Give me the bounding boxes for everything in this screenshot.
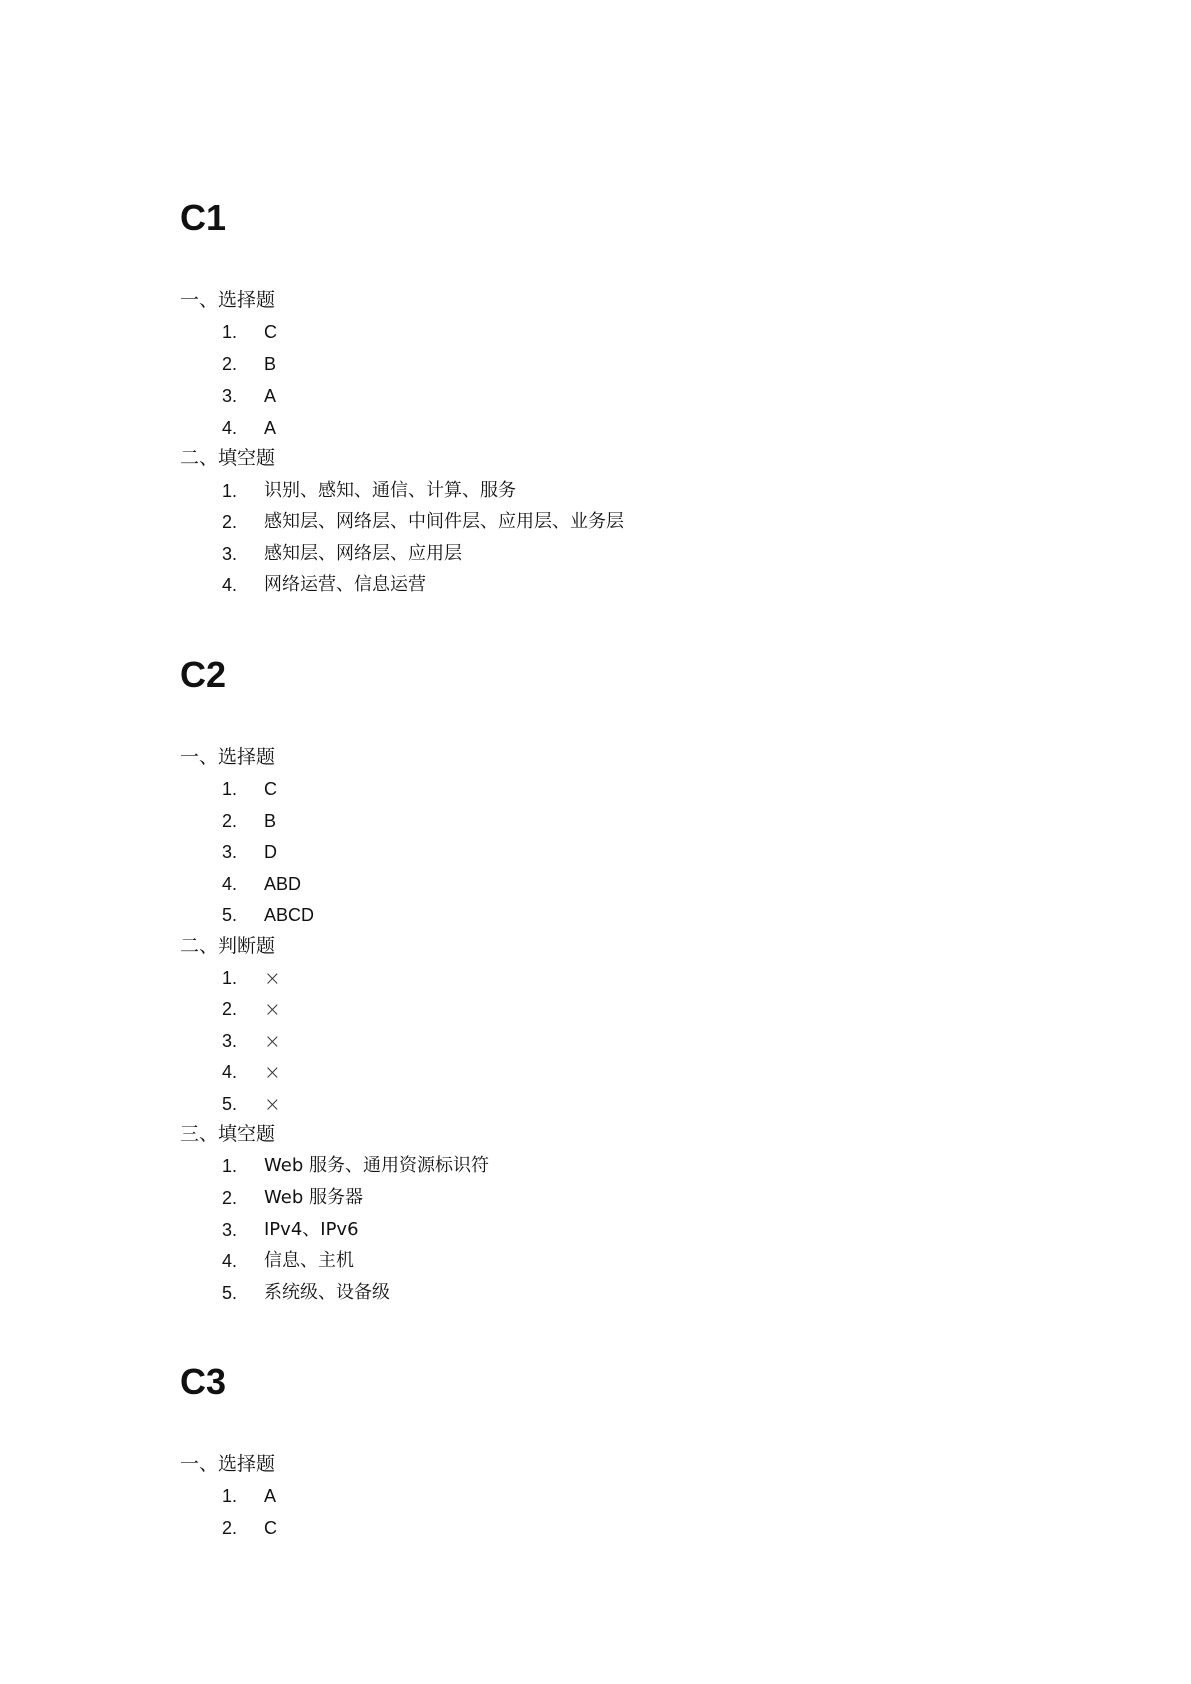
section-title: 二、判断题 — [180, 935, 276, 957]
item-number: 2. — [222, 1188, 238, 1208]
list-item — [222, 1517, 277, 1539]
item-answer: A — [264, 1486, 277, 1506]
item-number: 3. — [222, 544, 238, 564]
cross-mark-icon: × — [264, 1029, 281, 1053]
chapter-title-c3: C3 — [180, 1361, 227, 1402]
list-item — [222, 778, 277, 800]
item-answer: 信息、主机 — [264, 1250, 354, 1271]
list-item — [222, 1282, 390, 1304]
item-number: 1. — [222, 1486, 238, 1506]
list-item — [222, 385, 276, 407]
item-number: 2. — [222, 811, 238, 831]
list-item — [222, 417, 276, 439]
item-number: 1. — [222, 322, 238, 342]
item-answer: ABD — [264, 874, 302, 894]
item-number: 2. — [222, 999, 238, 1019]
item-answer: D — [264, 842, 277, 862]
item-number: 1. — [222, 779, 238, 799]
item-answer: A — [264, 386, 277, 406]
item-number: 3. — [222, 1220, 238, 1240]
item-number: 1. — [222, 481, 238, 501]
item-number: 3. — [222, 386, 238, 406]
item-number: 3. — [222, 842, 238, 862]
item-number: 4. — [222, 1062, 238, 1082]
cross-mark-icon: × — [264, 1060, 281, 1084]
list-item — [222, 543, 462, 565]
item-answer: 识别、感知、通信、计算、服务 — [264, 480, 516, 501]
section-title: 一、选择题 — [180, 289, 276, 311]
list-item — [222, 1093, 281, 1115]
list-item — [222, 810, 276, 832]
item-number: 5. — [222, 905, 238, 925]
item-answer: C — [264, 1518, 277, 1538]
item-number: 2. — [222, 354, 238, 374]
list-item — [222, 1485, 276, 1507]
item-number: 4. — [222, 874, 238, 894]
item-number: 5. — [222, 1283, 238, 1303]
item-answer: B — [264, 354, 277, 374]
item-number: 5. — [222, 1094, 238, 1114]
item-number: 3. — [222, 1031, 238, 1051]
item-answer: Web 服务器 — [264, 1187, 363, 1208]
item-number: 4. — [222, 1251, 238, 1271]
item-answer: IPv4、IPv6 — [264, 1219, 359, 1240]
list-item — [222, 904, 314, 926]
item-number: 2. — [222, 512, 238, 532]
list-item — [222, 511, 624, 533]
item-answer: ABCD — [264, 905, 315, 925]
item-number: 1. — [222, 968, 238, 988]
list-item — [222, 1250, 354, 1272]
chapter-title-c2: C2 — [180, 654, 227, 695]
list-item — [222, 1061, 281, 1083]
item-answer: 系统级、设备级 — [264, 1282, 390, 1303]
item-number: 4. — [222, 575, 238, 595]
item-answer: B — [264, 811, 277, 831]
list-item — [222, 841, 277, 863]
list-item — [222, 353, 276, 375]
list-item — [222, 873, 301, 895]
cross-mark-icon: × — [264, 997, 281, 1021]
section-title: 一、选择题 — [180, 746, 276, 768]
item-answer: A — [264, 418, 277, 438]
list-item — [222, 967, 281, 989]
list-item — [222, 998, 281, 1020]
item-number: 4. — [222, 418, 238, 438]
list-item — [222, 574, 426, 596]
list-item — [222, 1187, 363, 1209]
cross-mark-icon: × — [264, 966, 281, 990]
chapter-title-c1: C1 — [180, 197, 227, 238]
list-item — [222, 480, 516, 502]
list-item — [222, 1155, 489, 1177]
list-item — [222, 321, 277, 343]
list-item — [222, 1219, 359, 1241]
section-title: 三、填空题 — [180, 1123, 276, 1145]
list-item — [222, 1030, 281, 1052]
section-title: 一、选择题 — [180, 1453, 276, 1475]
item-answer: 感知层、网络层、应用层 — [264, 543, 462, 564]
item-number: 2. — [222, 1518, 238, 1538]
item-number: 1. — [222, 1156, 238, 1176]
cross-mark-icon: × — [264, 1092, 281, 1116]
section-title: 二、填空题 — [180, 447, 276, 469]
item-answer: C — [264, 779, 277, 799]
item-answer: 网络运营、信息运营 — [264, 574, 426, 595]
item-answer: C — [264, 322, 277, 342]
item-answer: Web 服务、通用资源标识符 — [264, 1155, 489, 1176]
item-answer: 感知层、网络层、中间件层、应用层、业务层 — [264, 511, 624, 532]
